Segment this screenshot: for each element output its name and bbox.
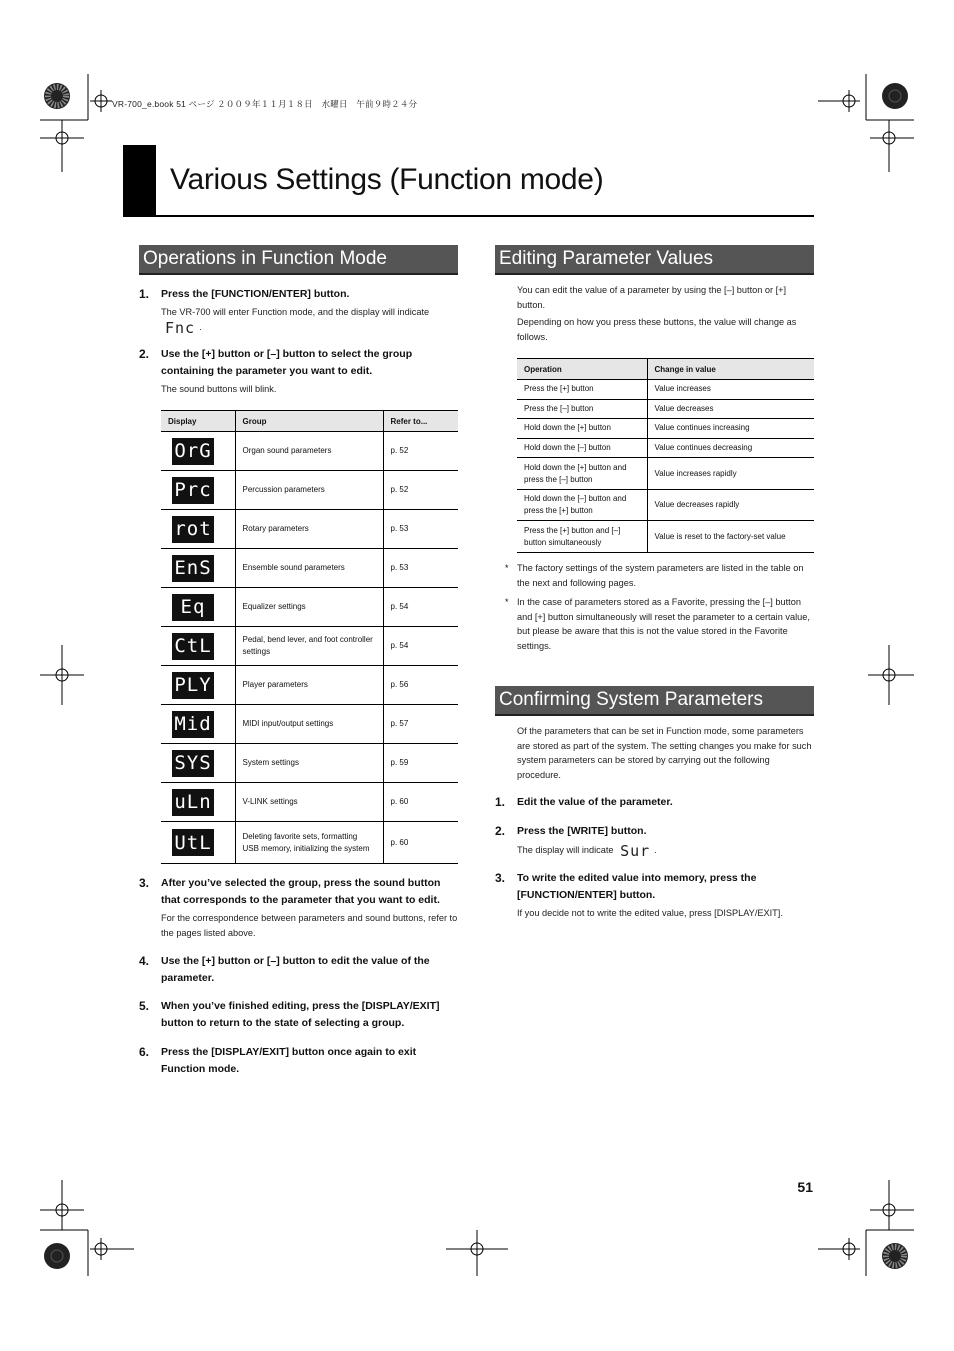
step-text: Press the [FUNCTION/ENTER] button.	[161, 288, 350, 300]
step-text: Edit the value of the parameter.	[517, 796, 673, 808]
refer-cell: p. 57	[383, 705, 458, 744]
step-number: 1.	[139, 287, 150, 301]
step-number: 2.	[495, 824, 506, 838]
lcd-display	[172, 829, 214, 856]
confirming-paragraph: Of the parameters that can be set in Function mode, some parameters are stored as part of the system. The setting changes you make for such system parameters can be stored by carrying out the following procedure.	[517, 726, 812, 780]
print-header-line: VR-700_e.book 51 ページ ２００９年１１月１８日 水曜日 午前９時２４分	[112, 99, 418, 109]
step-number: 6.	[139, 1045, 150, 1059]
group-cell: Pedal, bend lever, and foot controller settings	[235, 627, 383, 666]
display-indicator-sur: Sur	[620, 842, 651, 860]
change-cell: Value is reset to the factory-set value	[647, 521, 814, 553]
display-cell	[161, 783, 235, 822]
step-text: Press the [DISPLAY/EXIT] button once again to exit Function mode.	[161, 1046, 417, 1075]
step-body-text: The display will indicate	[517, 845, 614, 855]
step-text: Use the [+] button or [–] button to select the group containing the parameter you want to edit.	[161, 348, 413, 377]
table-row	[161, 744, 458, 783]
step-number: 3.	[495, 871, 506, 885]
operation-cell: Hold down the [+] button and press the [–] button	[517, 458, 647, 490]
lcd-text: PLY	[174, 674, 212, 696]
lcd-text: Mid	[174, 713, 212, 735]
table-row	[161, 666, 458, 705]
group-cell: System settings	[235, 744, 383, 783]
refer-cell: p. 60	[383, 783, 458, 822]
title-rule	[123, 215, 814, 217]
group-cell: Player parameters	[235, 666, 383, 705]
change-cell: Value continues increasing	[647, 419, 814, 439]
group-cell: Ensemble sound parameters	[235, 549, 383, 588]
lcd-display	[172, 750, 214, 777]
refer-cell: p. 53	[383, 510, 458, 549]
lcd-text: SYS	[174, 752, 212, 774]
lcd-display	[172, 438, 214, 465]
title-bar-block	[123, 145, 156, 216]
lcd-text: Prc	[174, 479, 212, 501]
table-row	[517, 399, 814, 419]
lcd-display	[172, 594, 214, 621]
section-heading-editing: Editing Parameter Values	[495, 245, 814, 275]
editing-paragraph: Depending on how you press these buttons, the value will change as follows.	[517, 317, 797, 342]
group-cell: MIDI input/output settings	[235, 705, 383, 744]
note-text: In the case of parameters stored as a Favorite, pressing the [–] button and [+] button simultaneously will reset the parameter to a certain value, but please be aware that this is not the value stored in the Favorite settings.	[517, 597, 810, 651]
table-row	[161, 549, 458, 588]
lcd-display	[172, 555, 214, 582]
refer-cell: p. 59	[383, 744, 458, 783]
section-heading-operations: Operations in Function Mode	[139, 245, 458, 275]
table-row	[517, 380, 814, 400]
refer-cell: p. 54	[383, 588, 458, 627]
note-marker: *	[505, 597, 509, 607]
editing-paragraph: You can edit the value of a parameter by using the [–] button or [+] button.	[517, 285, 787, 310]
refer-cell: p. 52	[383, 432, 458, 471]
display-cell	[161, 822, 235, 864]
table-header-cell: Change in value	[647, 359, 814, 380]
step-number: 4.	[139, 954, 150, 968]
section-heading-confirming: Confirming System Parameters	[495, 686, 814, 716]
display-cell	[161, 705, 235, 744]
table-header-row	[517, 359, 814, 380]
step-number: 3.	[139, 876, 150, 890]
table-header-cell: Group	[235, 411, 383, 432]
table-header-cell: Operation	[517, 359, 647, 380]
step-text: When you’ve finished editing, press the [DISPLAY/EXIT] button to return to the state of selecting a group.	[161, 1000, 440, 1029]
lcd-display	[172, 789, 214, 816]
step-text: To write the edited value into memory, press the [FUNCTION/ENTER] button.	[517, 872, 757, 901]
display-cell	[161, 510, 235, 549]
lcd-display	[172, 516, 214, 543]
refer-cell: p. 56	[383, 666, 458, 705]
step-number: 2.	[139, 347, 150, 361]
lcd-text: uLn	[174, 791, 212, 813]
table-header-row	[161, 411, 458, 432]
step-body: If you decide not to write the edited value, press [DISPLAY/EXIT].	[517, 908, 783, 918]
step-body: For the correspondence between parameters and sound buttons, refer to the pages listed above.	[161, 913, 458, 938]
note-marker: *	[505, 563, 509, 573]
operation-cell: Press the [+] button	[517, 380, 647, 400]
group-cell: Deleting favorite sets, formatting USB memory, initializing the system	[235, 822, 383, 864]
lcd-display	[172, 711, 214, 738]
refer-cell: p. 60	[383, 822, 458, 864]
step-number: 1.	[495, 795, 506, 809]
change-cell: Value continues decreasing	[647, 438, 814, 458]
step-body-text: .	[654, 845, 657, 855]
display-cell	[161, 588, 235, 627]
lcd-text: rot	[174, 518, 212, 540]
step-body: The sound buttons will blink.	[161, 384, 277, 394]
table-row	[517, 419, 814, 439]
group-cell: Rotary parameters	[235, 510, 383, 549]
step-body-text: .	[199, 321, 202, 332]
refer-cell: p. 54	[383, 627, 458, 666]
change-cell: Value increases rapidly	[647, 458, 814, 490]
display-cell	[161, 627, 235, 666]
step-text: Use the [+] button or [–] button to edit the value of the parameter.	[161, 955, 430, 984]
table-row	[161, 627, 458, 666]
lcd-text: Eq	[180, 596, 206, 618]
display-cell	[161, 432, 235, 471]
page-title: Various Settings (Function mode)	[170, 163, 604, 196]
operation-table	[517, 358, 814, 553]
table-row	[161, 822, 458, 864]
change-cell: Value increases	[647, 380, 814, 400]
step-body	[517, 843, 814, 859]
group-cell: V-LINK settings	[235, 783, 383, 822]
note-text: The factory settings of the system parameters are listed in the table on the next and following pages.	[517, 563, 804, 588]
table-row	[161, 588, 458, 627]
table-row	[517, 458, 814, 490]
operation-cell: Hold down the [+] button	[517, 419, 647, 439]
lcd-text: EnS	[174, 557, 212, 579]
step-text: Press the [WRITE] button.	[517, 825, 647, 837]
table-row	[161, 510, 458, 549]
table-row	[161, 705, 458, 744]
table-header-cell: Display	[161, 411, 235, 432]
page-number: 51	[797, 1179, 813, 1195]
table-row	[517, 521, 814, 553]
refer-cell: p. 53	[383, 549, 458, 588]
lcd-text: UtL	[174, 831, 212, 854]
display-cell	[161, 744, 235, 783]
table-row	[517, 438, 814, 458]
group-cell: Equalizer settings	[235, 588, 383, 627]
operation-cell: Hold down the [–] button	[517, 438, 647, 458]
operation-cell: Press the [+] button and [–] button simultaneously	[517, 521, 647, 553]
display-cell	[161, 666, 235, 705]
table-row	[161, 432, 458, 471]
table-row	[161, 471, 458, 510]
operation-cell: Hold down the [–] button and press the [+] button	[517, 489, 647, 521]
operation-cell: Press the [–] button	[517, 399, 647, 419]
display-cell	[161, 549, 235, 588]
display-indicator-fnc: Fnc	[165, 318, 196, 337]
step-body-text: The VR-700 will enter Function mode, and the display will indicate	[161, 307, 430, 317]
refer-cell: p. 52	[383, 471, 458, 510]
display-cell	[161, 471, 235, 510]
group-table	[161, 410, 458, 864]
step-number: 5.	[139, 999, 150, 1013]
lcd-display	[172, 477, 214, 504]
lcd-display	[172, 672, 214, 699]
step-text: After you’ve selected the group, press the sound button that corresponds to the parameter that you want to edit.	[161, 877, 441, 906]
lcd-text: OrG	[174, 440, 212, 462]
group-cell: Percussion parameters	[235, 471, 383, 510]
group-cell: Organ sound parameters	[235, 432, 383, 471]
lcd-text: CtL	[174, 635, 212, 657]
step-body	[161, 305, 458, 335]
table-row	[517, 489, 814, 521]
change-cell: Value decreases rapidly	[647, 489, 814, 521]
lcd-display	[172, 633, 214, 660]
change-cell: Value decreases	[647, 399, 814, 419]
table-row	[161, 783, 458, 822]
table-header-cell: Refer to...	[383, 411, 458, 432]
